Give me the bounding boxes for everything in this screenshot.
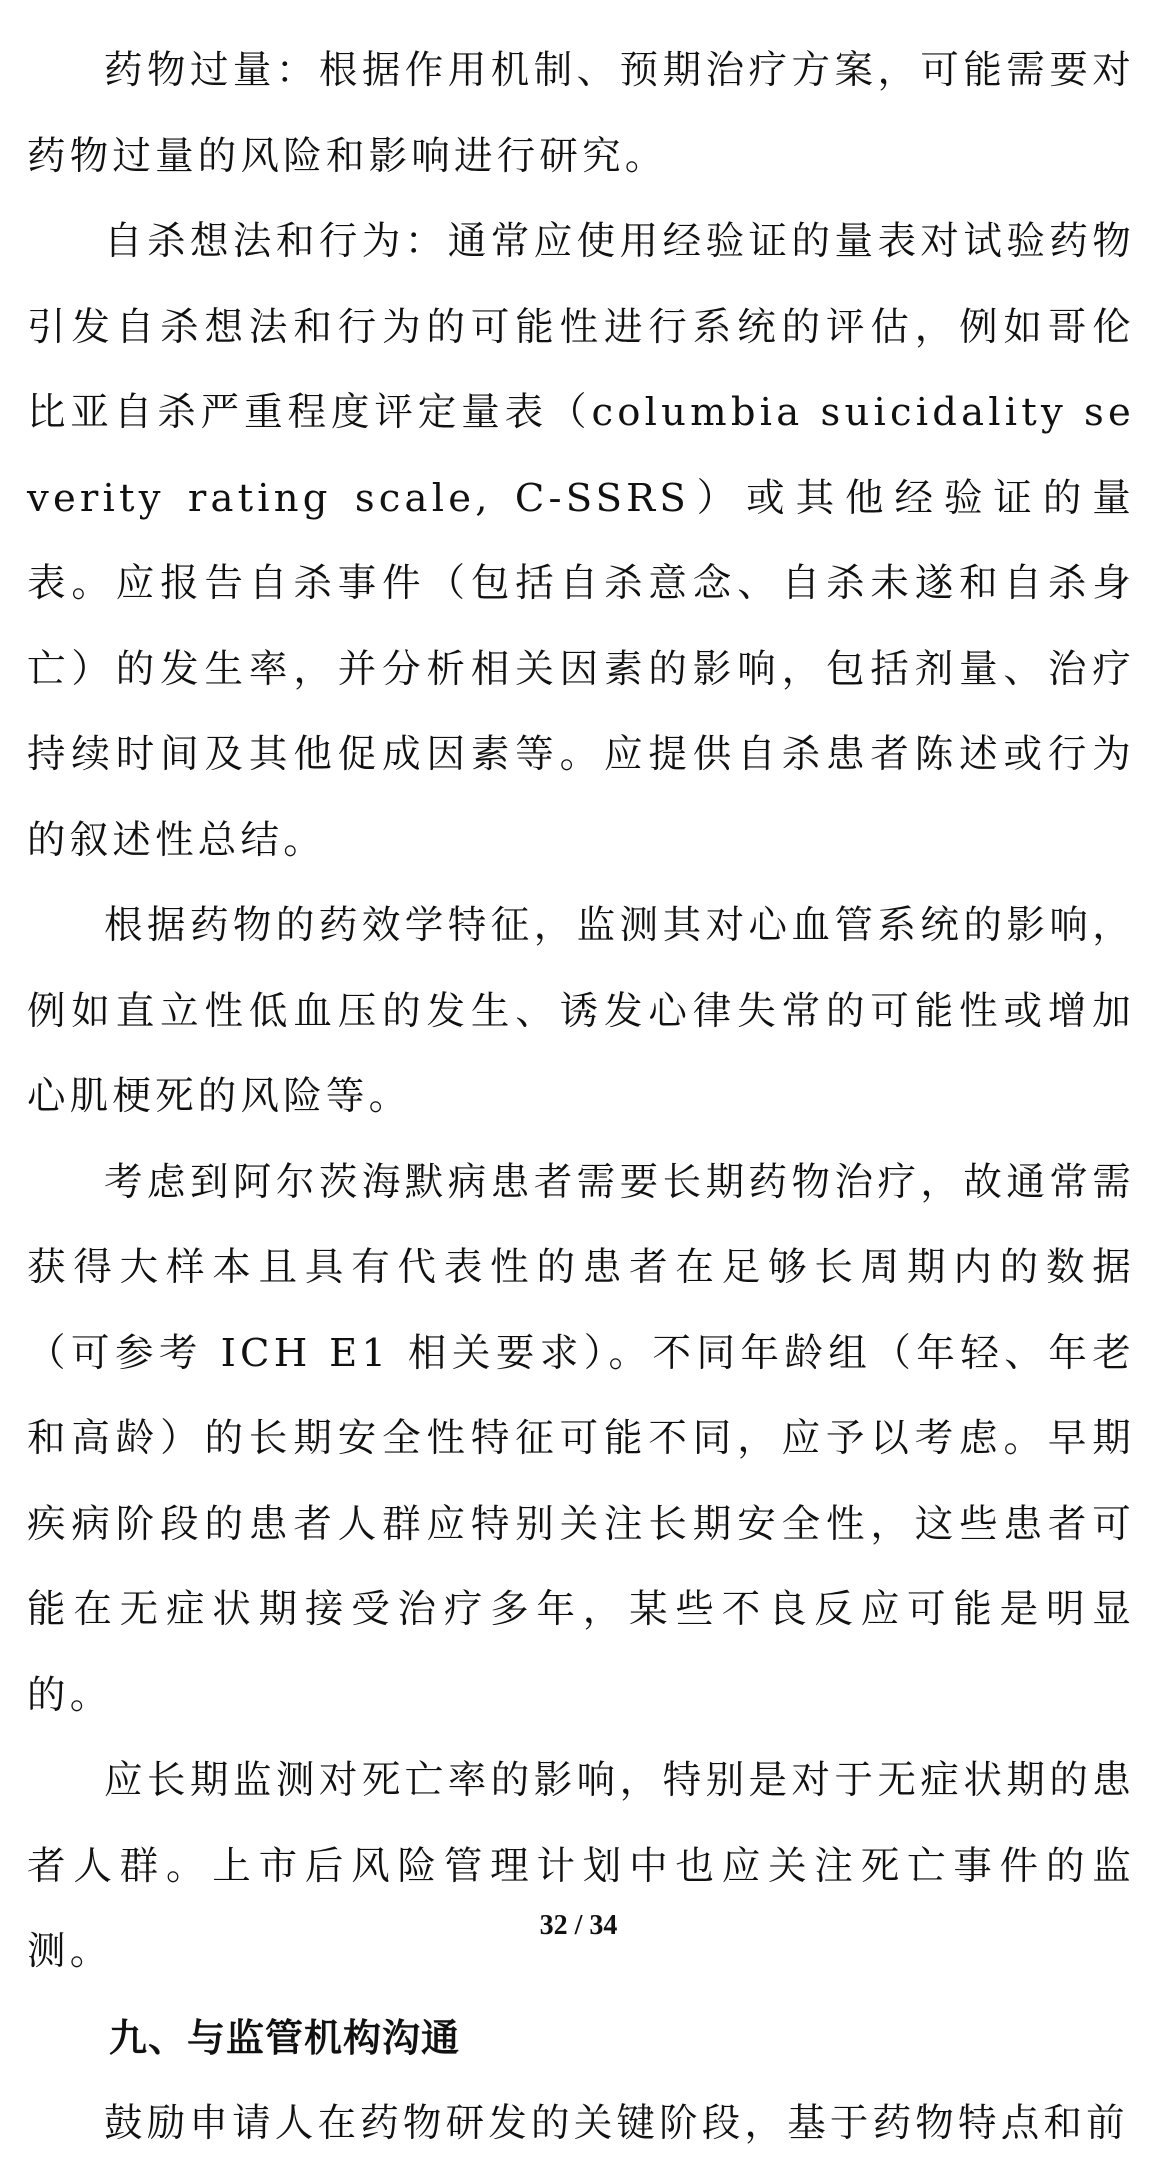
page-content: [27, 28, 1135, 2166]
paragraph-mortality: 应长期监测对死亡率的影响，特别是对于无症状期的患者人群。上市后风险管理计划中也应关注死亡事件的监测。: [27, 1738, 1135, 1995]
paragraph-long-term-safety: 考虑到阿尔茨海默病患者需要长期药物治疗，故通常需获得大样本且具有代表性的患者在足够长周期内的数据（可参考 ICH E1 相关要求）。不同年龄组（年轻、年老和高龄）的长期安全性特征可能不同，应予以考虑。早期疾病阶段的患者人群应特别关注长期安全性，这些患者可能在无症状期接受治疗多年，某些不良反应可能是明显的。: [27, 1140, 1135, 1739]
page-number: 32 / 34: [0, 1910, 1157, 1942]
section-heading: 九、与监管机构沟通: [27, 1995, 1135, 2081]
paragraph-cardiovascular: 根据药物的药效学特征，监测其对心血管系统的影响，例如直立性低血压的发生、诱发心律失常的可能性或增加心肌梗死的风险等。: [27, 883, 1135, 1140]
paragraph-overdose: 药物过量：根据作用机制、预期治疗方案，可能需要对药物过量的风险和影响进行研究。: [27, 28, 1135, 199]
paragraph-suicidal-ideation: 自杀想法和行为：通常应使用经验证的量表对试验药物引发自杀想法和行为的可能性进行系统的评估，例如哥伦比亚自杀严重程度评定量表（columbia suicidality severity rating scale, C-SSRS）或其他经验证的量表。应报告自杀事件（包括自杀意念、自杀未遂和自杀身亡）的发生率，并分析相关因素的影响，包括剂量、治疗持续时间及其他促成因素等。应提供自杀患者陈述或行为的叙述性总结。: [27, 199, 1135, 883]
paragraph-regulatory-communication: 鼓励申请人在药物研发的关键阶段，基于药物特点和前: [27, 2081, 1135, 2166]
